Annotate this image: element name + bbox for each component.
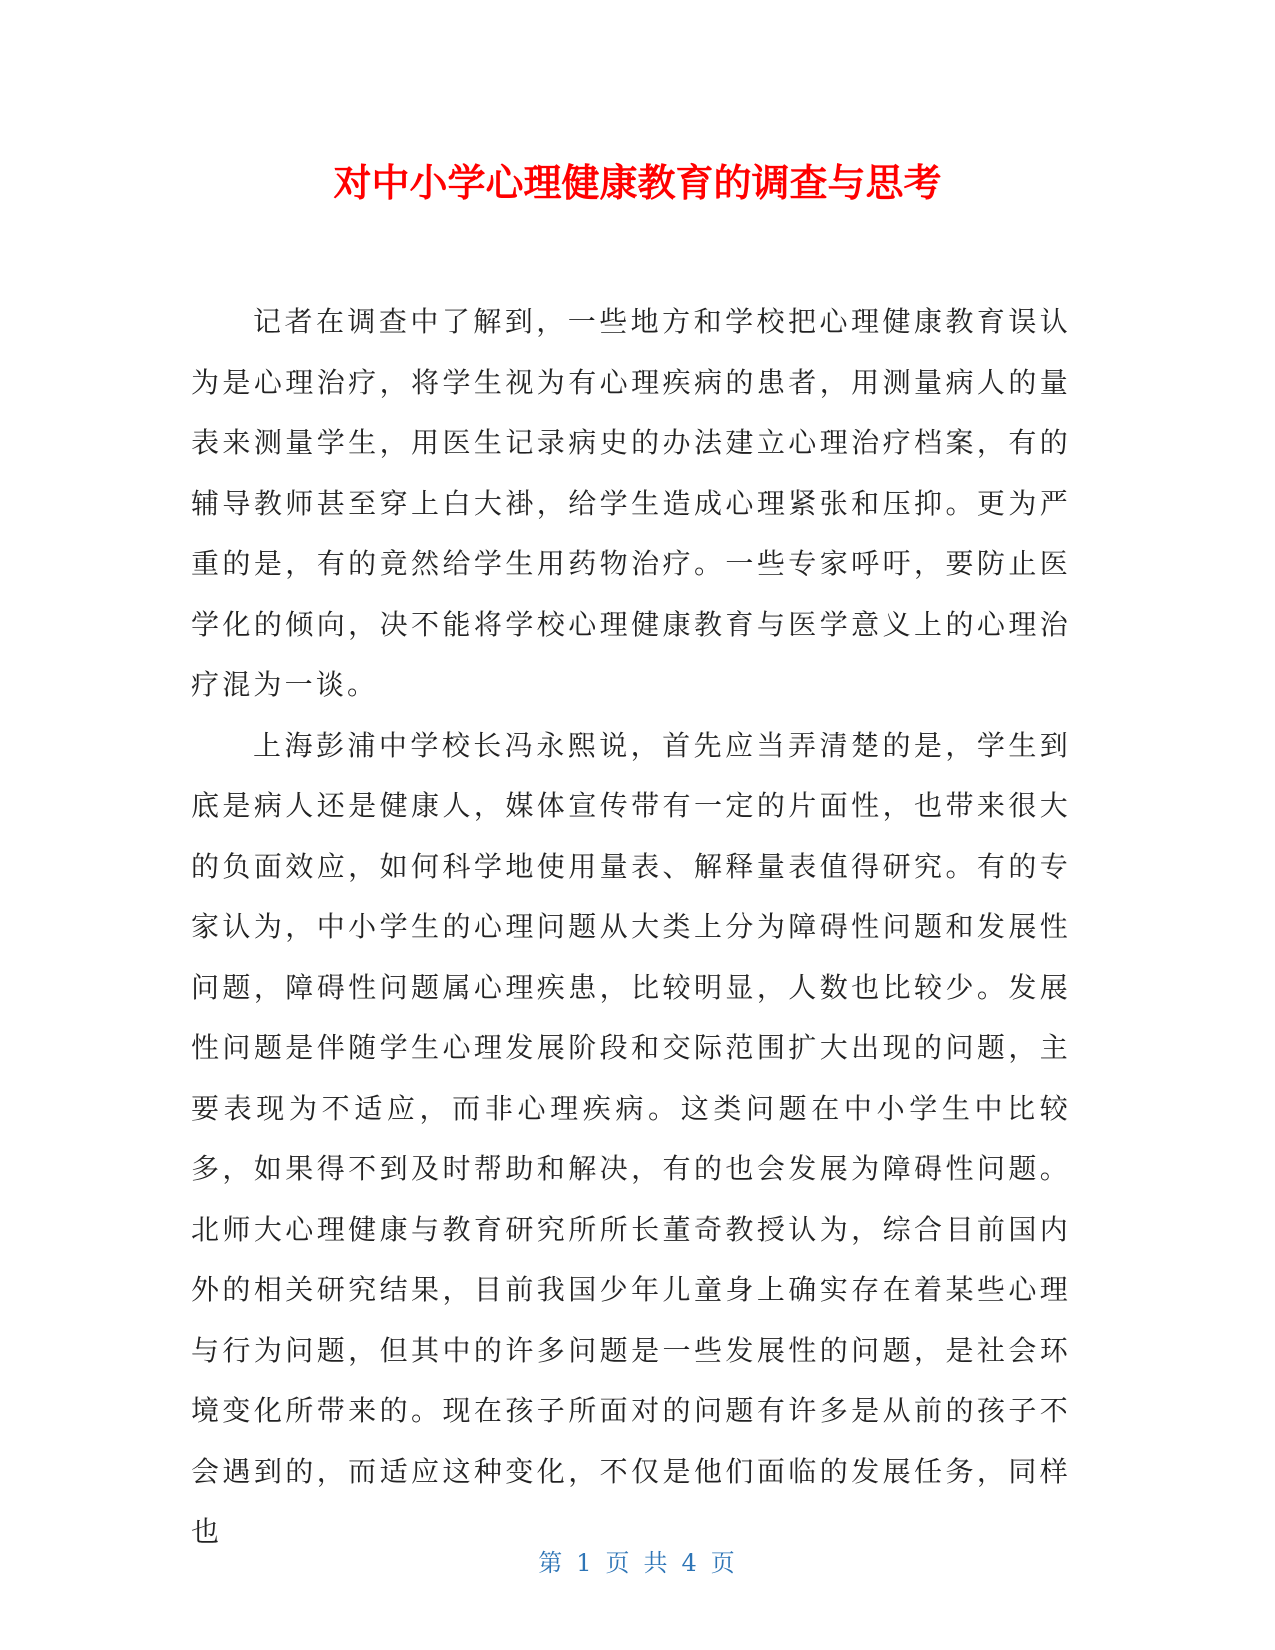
footer-current-page: 1 (576, 1549, 594, 1577)
document-body (191, 292, 1071, 1563)
page-footer (0, 1548, 1275, 1578)
footer-prefix: 第 (538, 1549, 565, 1577)
paragraph-1: 记者在调查中了解到，一些地方和学校把心理健康教育误认为是心理治疗，将学生视为有心理疾病的患者，用测量病人的量表来测量学生，用医生记录病史的办法建立心理治疗档案，有的辅导教师甚至穿上白大褂，给学生造成心理紧张和压抑。更为严重的是，有的竟然给学生用药物治疗。一些专家呼吁，要防止医学化的倾向，决不能将学校心理健康教育与医学意义上的心理治疗混为一谈。 (191, 305, 1071, 701)
document-title: 对中小学心理健康教育的调查与思考 (333, 161, 942, 205)
paragraph-2: 上海彭浦中学校长冯永熙说，首先应当弄清楚的是，学生到底是病人还是健康人，媒体宣传带有一定的片面性，也带来很大的负面效应，如何科学地使用量表、解释量表值得研究。有的专家认为，中小学生的心理问题从大类上分为障碍性问题和发展性问题，障碍性问题属心理疾患，比较明显，人数也比较少。发展性问题是伴随学生心理发展阶段和交际范围扩大出现的问题，主要表现为不适应，而非心理疾病。这类问题在中小学生中比较多，如果得不到及时帮助和解决，有的也会发展为障碍性问题。北师大心理健康与教育研究所所长董奇教授认为，综合目前国内外的相关研究结果，目前我国少年儿童身上确实存在着某些心理与行为问题，但其中的许多问题是一些发展性的问题，是社会环境变化所带来的。现在孩子所面对的问题有许多是从前的孩子不会遇到的，而适应这种变化，不仅是他们面临的发展任务，同样也 (191, 728, 1071, 1548)
footer-total-pages: 4 (681, 1549, 699, 1577)
footer-page-word: 页 (605, 1549, 632, 1577)
footer-total-prefix: 共 (643, 1549, 670, 1577)
footer-suffix: 页 (710, 1549, 737, 1577)
